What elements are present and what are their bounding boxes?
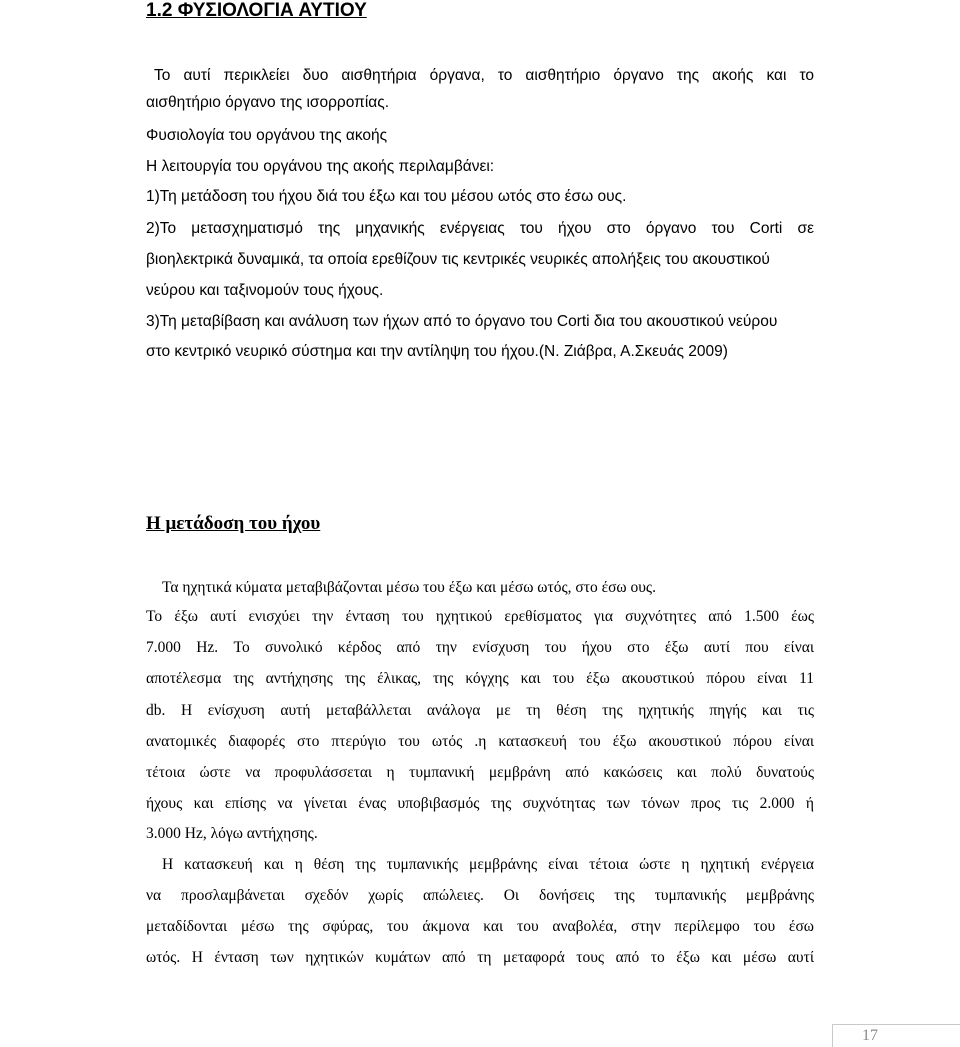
intro-line: 3)Τη μεταβίβαση και ανάλυση των ήχων από το όργανο του Corti δια του ακουστικού νεύρου (146, 313, 778, 330)
body-line: αποτέλεσμα της αντήχησης της έλικας, της κόγχης και του έξω ακουστικού πόρου είναι 11 (146, 670, 814, 687)
body-line: να προσλαμβάνεται σχεδόν χωρίς απώλειες. Οι δονήσεις της τυμπανικής μεμβράνης (146, 887, 814, 904)
intro-line: Φυσιολογία του οργάνου της ακοής (146, 127, 388, 144)
intro-line: Η λειτουργία του οργάνου της ακοής περιλαμβάνει: (146, 158, 495, 175)
intro-line: νεύρου και ταξινομούν τους ήχους. (146, 282, 384, 299)
body-line: ήχους και επίσης να γίνεται ένας υποβιβασμός της συχνότητας των τόνων προς τις 2.000 ή (146, 795, 814, 812)
body-line: db. Η ενίσχυση αυτή μεταβάλλεται ανάλογα με τη θέση της ηχητικής πηγής και τις (146, 702, 814, 719)
body-line: μεταδίδονται μέσω της σφύρας, του άκμονα και του αναβολέα, στην περίλεμφο του έσω (146, 918, 814, 935)
body-line: ανατομικές διαφορές στο πτερύγιο του ωτός .η κατασκευή του έξω ακουστικού πόρου είναι (146, 733, 814, 750)
intro-line: 1)Τη μετάδοση του ήχου διά του έξω και του μέσου ωτός στο έσω ους. (146, 188, 627, 205)
body-line: 3.000 Hz, λόγω αντήχησης. (146, 825, 318, 842)
body-line: Τα ηχητικά κύματα μεταβιβάζονται μέσω του έξω και μέσω ωτός, στο έσω ους. (162, 579, 656, 596)
body-line: ωτός. Η ένταση των ηχητικών κυμάτων από τη μεταφορά τους από το έξω και μέσω αυτί (146, 949, 814, 966)
intro-line: Το αυτί περικλείει δυο αισθητήρια όργανα, το αισθητήριο όργανο της ακοής και το (154, 67, 814, 84)
body-line: Η κατασκευή και η θέση της τυμπανικής μεμβράνης είναι τέτοια ώστε η ηχητική ενέργεια (162, 856, 814, 873)
intro-line: στο κεντρικό νευρικό σύστημα και την αντίληψη του ήχου.(Ν. Ζιάβρα, Α.Σκευάς 2009) (146, 343, 728, 360)
body-line: τέτοια ώστε να προφυλάσσεται η τυμπανική μεμβράνη από κακώσεις και πολύ δυνατούς (146, 764, 814, 781)
page-number: 17 (862, 1027, 878, 1044)
intro-line: αισθητήριο όργανο της ισορροπίας. (146, 94, 390, 111)
subsection-title: Η μετάδοση του ήχου (146, 513, 321, 534)
intro-line: 2)Το μετασχηματισμό της μηχανικής ενέργειας του ήχου στο όργανο του Corti σε (146, 220, 814, 237)
page-number-box (832, 1024, 960, 1047)
intro-line: βιοηλεκτρικά δυναμικά, τα οποία ερεθίζουν τις κεντρικές νευρικές απολήξεις του ακουστικού (146, 251, 770, 268)
section-title: 1.2 ΦΥΣΙΟΛΟΓΙΑ ΑΥΤΙΟΥ (146, 0, 367, 21)
body-line: Το έξω αυτί ενισχύει την ένταση του ηχητικού ερεθίσματος για συχνότητες από 1.500 έως (146, 608, 814, 625)
body-line: 7.000 Hz. Το συνολικό κέρδος από την ενίσχυση του ήχου στο έξω αυτί που είναι (146, 639, 814, 656)
